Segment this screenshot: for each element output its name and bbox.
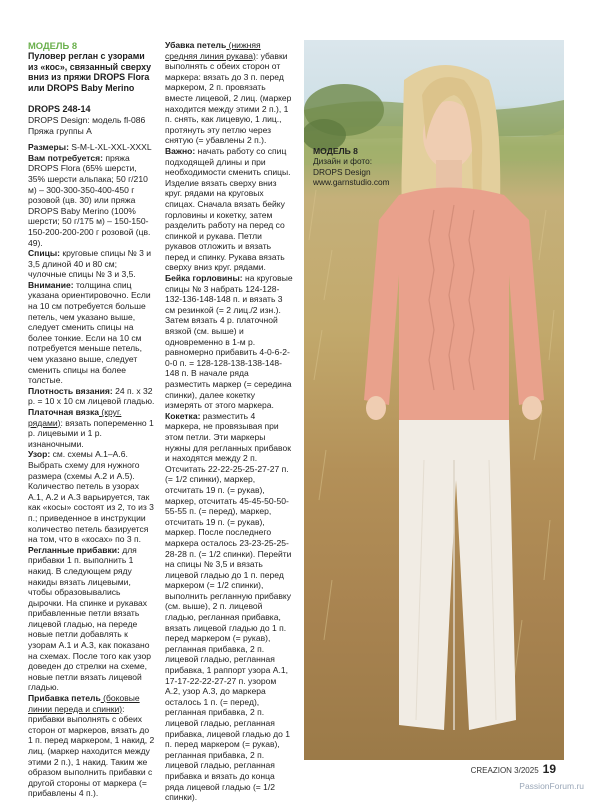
- page-number: 19: [542, 762, 556, 776]
- pattern-section: Узор: см. схемы А.1–А.6. Выбрать схему для нужного размера (схемы А.2 и А.5). Количество петель в узорах А.1, А.2 и А.3 варьируется, так как «косы» состоят из 2, то из 3 п.; приведенное в инструкции количество петель базируется на том, что в «косах» по 3 п.: [28, 449, 154, 545]
- model-label: МОДЕЛЬ 8: [28, 40, 78, 51]
- important-section: Важно: начать работу со спиц подходящей длины и при необходимости сменить спицы. Изделие вязать сверху вниз круг. рядами на круговых спицах. Сначала вязать бейку горловины и кокетку, затем разделить работу на перед со спинкой и рукава. Петли рукавов отложить и вязать перед и спинку. Рукава вязать сверху вниз круг. рядами.: [165, 145, 291, 273]
- magazine-name: CREAZION 3/2025: [470, 766, 539, 775]
- materials-section: Вам потребуется: пряжа DROPS Flora (65% шерсти, 35% шерсти альпака; 50 г/210 м) – 300-300-350-400-450 г розовой (цв. 30) или пряжа DROPS Baby Merino (100% шерсти; 50 г/175 м) – 150-150-150-200-200-200 г розовой (цв. 49).: [28, 152, 151, 248]
- sizes-section: Размеры: S-M-L-XL-XXL-XXXL: [28, 142, 152, 153]
- photo-caption: [313, 146, 390, 188]
- caption-url: www.garnstudio.com: [313, 177, 390, 188]
- caption-model: МОДЕЛЬ 8: [313, 146, 358, 156]
- caption-brand: DROPS Design: [313, 166, 371, 177]
- neckband-section: Бейка горловины: на круговые спицы № 3 набрать 124-128-132-136-148-148 п. и вязать 3 см резинкой (= 2 лиц./2 изн.). Затем вязать 4 р. платочной вязкой (см. выше) и одновременно в 1-м р. равномерно прибавить 4-0-6-2-0-0 п. = 128-128-138-138-148-148 п. В начале ряда разместить маркер (= середина спинки), далее кокетку измерять от этого маркера.: [165, 273, 293, 411]
- yoke-section: Кокетка: разместить 4 маркера, не провязывая при этом петли. Эти маркеры нужны для регланных прибавок и находятся между 2 п. Отсчитать 22-22-25-25-27-27 п. (= 1/2 спинки), маркер, отсчитать 19 п. (= рукав), маркер, отсчитать 45-45-50-50-55-55 п. (= перед), маркер, отсчитать 19 п. (= рукав), маркер. После последнего маркера осталось 23-23-25-25-28-28 п. (= 1/2 спинки). Перейти на спицы № 3,5 и вязать лицевой гладью до 1 п. перед маркером (= 1/2 спинки), выполнить регланную прибавку (см. выше), 2 п. лицевой гладью, регланная прибавка, вязать лицевой гладью до 1 п. перед маркером (= рукав), регланная прибавка, 2 п. лицевой гладью, регланная прибавка, 1 раппорт узора А.1, 17-17-22-22-27-27 п. узором А.2, узор А.3, до маркера осталось 1 п. (= перед), регланная прибавка, 2 п. лицевой гладью, регланная прибавка, лицевой гладью до 1 п. перед маркером (= рукав), регланная прибавка, 2 п. лицевой гладью, регланная прибавка и вязать до конца ряда лицевой гладью (= 1/2 спинки).: [165, 410, 292, 803]
- needles-section: Спицы: круговые спицы № 3 и 3,5 длиной 40 и 80 см; чулочные спицы № 3 и 3,5.: [28, 248, 152, 280]
- attention-section: Внимание: толщина спиц указана ориентировочно. Если на 10 см потребуется больше петель, чем указано выше, следует сменить спицы на более тонкие. Если на 10 см потребуется меньше петель, чем указано выше, следует сменить спицы на более толстые.: [28, 279, 151, 386]
- design-model: DROPS Design: модель fl-086: [28, 114, 146, 125]
- article-title: Пуловер реглан с узорами из «кос», связанный сверху вниз из пряжи DROPS Flora или DROPS Baby Merino: [28, 51, 152, 93]
- text-column-left: [28, 40, 156, 799]
- raglan-section: Регланные прибавки: для прибавки 1 п. выполнить 1 накид. В следующем ряду накиды вязать лицевыми, чтобы образовывались дырочки. На спинке и рукавах прибавленные петли вязать лицевой гладью, на переде новые петли добавлять к узорам А.1 и А.3, как показано на схемах. После того как узор доведен до стрелки на схеме, новые петли вязать лицевой гладью.: [28, 544, 152, 693]
- pattern-code: DROPS 248-14: [28, 104, 91, 115]
- yarn-group: Пряжа группы А: [28, 125, 92, 136]
- decrease-section: Убавка петель (нижняя средняя линия рукава): убавки выполнять с обеих сторон от маркера: вязать до 3 п. перед маркером, 2 п. провязать вместе лицевой, 2 лиц. (маркер находится между этими 2 п.), 1 п. снять, как лицевую, 1 лиц., протянуть эту петлю через снятую (= убавлены 2 п.).: [165, 40, 292, 146]
- density-section: Плотность вязания: 24 п. х 32 р. = 10 х 10 см лицевой гладью.: [28, 385, 155, 407]
- plate-stitch-section: Платочная вязка (круг. рядами): вязать попеременно 1 р. лицевыми и 1 р. изнаночными.: [28, 407, 154, 449]
- caption-design: Дизайн и фото:: [313, 156, 373, 167]
- watermark: PassionForum.ru: [519, 781, 584, 791]
- page-footer: [471, 762, 556, 776]
- increase-section: Прибавка петель (боковые линии переда и спинки): прибавки выполнять с обеих сторон от маркеров, вязать до 1 п. перед маркером, 1 накид, 2 лиц. (маркер находится между этими 2 п.), 1 накид. Таким же образом выполнить прибавки с другой стороны от маркера (= прибавлены 4 п.).: [28, 693, 155, 799]
- text-column-middle: [165, 40, 293, 803]
